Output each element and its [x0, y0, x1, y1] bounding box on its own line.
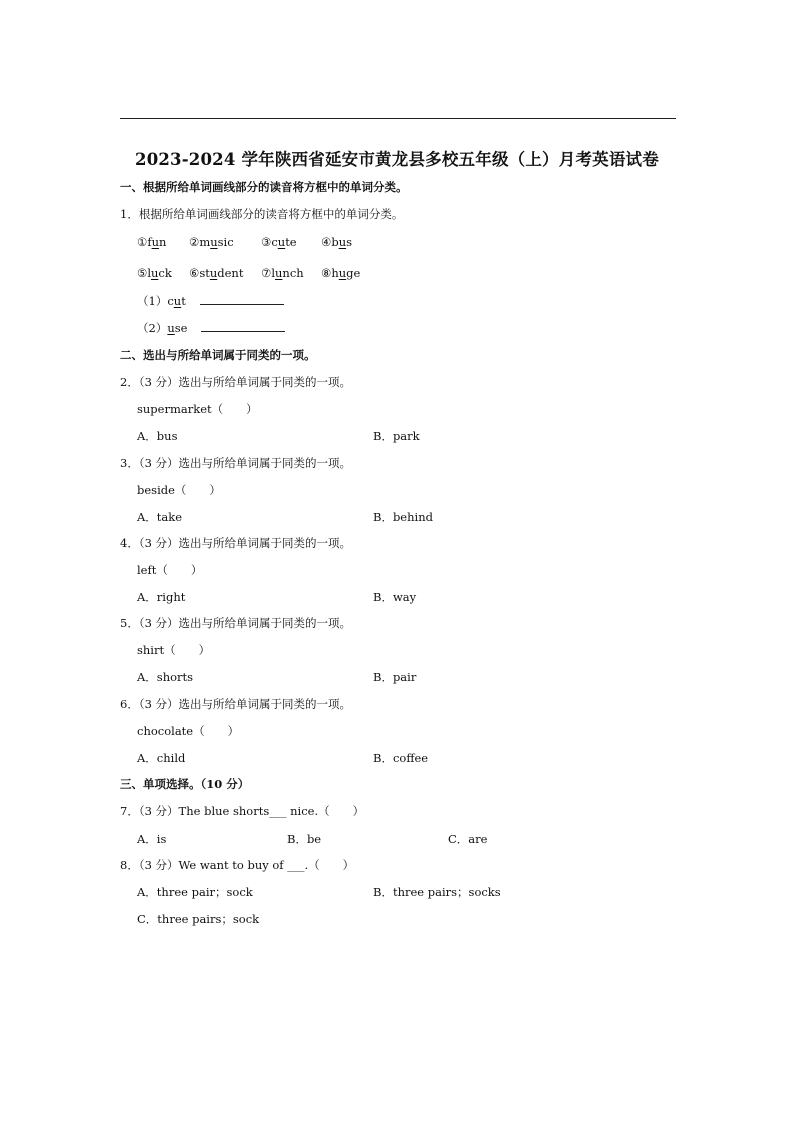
question-2-option-b[interactable]: B．park — [373, 429, 420, 443]
question-2-option-a[interactable]: A．bus — [137, 429, 178, 443]
question-3-word: beside（ ） — [137, 483, 221, 497]
question-8-option-c[interactable]: C．three pairs；sock — [137, 912, 260, 926]
question-2-word: supermarket（ ） — [137, 402, 258, 416]
answer-blank-2[interactable] — [201, 321, 285, 332]
word-4: ④bus — [321, 235, 353, 249]
question-3-option-b[interactable]: B．behind — [373, 510, 433, 524]
question-6-stem: 6．（3 分）选出与所给单词属于同类的一项。 — [120, 697, 352, 711]
subquestion-1: （1）cut — [137, 294, 284, 308]
question-3-stem: 3．（3 分）选出与所给单词属于同类的一项。 — [120, 456, 352, 470]
question-4-option-b[interactable]: B．way — [373, 590, 417, 604]
word-8: ⑧huge — [321, 266, 361, 280]
question-8-option-b[interactable]: B．three pairs；socks — [373, 885, 501, 899]
question-7-option-b[interactable]: B．be — [287, 832, 322, 846]
question-5-word: shirt（ ） — [137, 643, 211, 657]
question-4-word: left（ ） — [137, 563, 203, 577]
word-1: ①fun — [137, 235, 167, 249]
question-6-option-b[interactable]: B．coffee — [373, 751, 429, 765]
word-6: ⑥student — [189, 266, 244, 280]
question-8-option-a[interactable]: A．three pair；sock — [137, 885, 253, 899]
word-3: ③cute — [261, 235, 297, 249]
header-rule — [120, 118, 676, 119]
section3-heading: 三、单项选择。（10 分） — [120, 777, 250, 791]
question-4-option-a[interactable]: A．right — [137, 590, 186, 604]
question-6-word: chocolate（ ） — [137, 724, 240, 738]
answer-blank-1[interactable] — [200, 294, 284, 305]
word-5: ⑤luck — [137, 266, 172, 280]
question-7-stem: 7．（3 分）The blue shorts___ nice.（ ） — [120, 804, 365, 818]
section1-heading: 一、根据所给单词画线部分的读音将方框中的单词分类。 — [120, 180, 408, 194]
question-5-stem: 5．（3 分）选出与所给单词属于同类的一项。 — [120, 616, 352, 630]
question-3-option-a[interactable]: A．take — [137, 510, 183, 524]
question-2-stem: 2．（3 分）选出与所给单词属于同类的一项。 — [120, 375, 352, 389]
question-8-stem: 8．（3 分）We want to buy of ___.（ ） — [120, 858, 355, 872]
word-2: ②music — [189, 235, 234, 249]
page-title: 2023-2024 学年陕西省延安市黄龙县多校五年级（上）月考英语试卷 — [135, 150, 659, 169]
subquestion-2: （2）use — [137, 321, 285, 335]
question-7-option-c[interactable]: C．are — [448, 832, 488, 846]
question-5-option-a[interactable]: A．shorts — [137, 670, 194, 684]
word-7: ⑦lunch — [261, 266, 304, 280]
question-5-option-b[interactable]: B．pair — [373, 670, 417, 684]
question-1-stem: 1．根据所给单词画线部分的读音将方框中的单词分类。 — [120, 207, 404, 221]
section2-heading: 二、选出与所给单词属于同类的一项。 — [120, 348, 316, 362]
question-7-option-a[interactable]: A．is — [137, 832, 167, 846]
question-6-option-a[interactable]: A．child — [137, 751, 186, 765]
question-4-stem: 4．（3 分）选出与所给单词属于同类的一项。 — [120, 536, 352, 550]
